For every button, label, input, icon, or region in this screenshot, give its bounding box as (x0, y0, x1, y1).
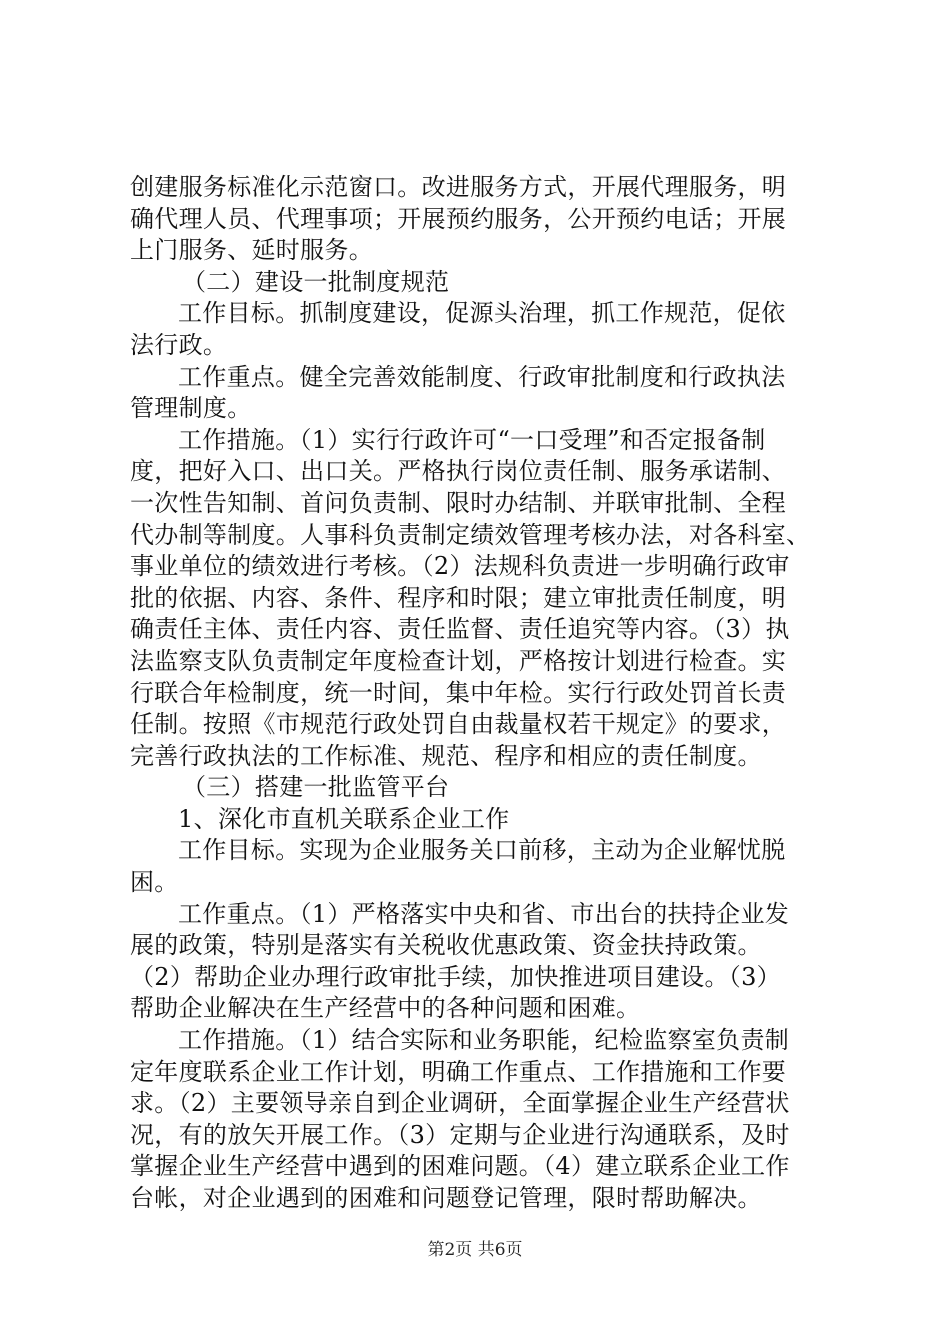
text-line: 工作重点。（1）严格落实中央和省、市出台的扶持企业发 (178, 899, 790, 928)
text-line: 创建服务标准化示范窗口。改进服务方式，开展代理服务，明 (130, 173, 787, 201)
text-line: 批的依据、内容、条件、程序和时限；建立审批责任制度，明 (130, 583, 787, 612)
text-line: 掌握企业生产经营中遇到的困难问题。（4）建立联系企业工作 (130, 1152, 790, 1181)
page-footer (0, 1238, 950, 1262)
text-line: 一次性告知制、首问负责制、限时办结制、并联审批制、全程 (130, 488, 787, 517)
text-line: 工作目标。实现为企业服务关口前移，主动为企业解忧脱 (178, 836, 786, 865)
subsection-heading-1: 1、深化市直机关联系企业工作 (178, 804, 510, 833)
text-line: 度，把好入口、出口关。严格执行岗位责任制、服务承诺制、 (130, 457, 787, 486)
text-line: 任制。按照《市规范行政处罚自由裁量权若干规定》的要求， (130, 710, 787, 739)
text-line: 事业单位的绩效进行考核。（2）法规科负责进一步明确行政审 (130, 552, 790, 581)
text-line: 管理制度。 (130, 394, 252, 423)
text-line: 定年度联系企业工作计划，明确工作重点、工作措施和工作要 (130, 1057, 787, 1086)
page-number-label: 第2页 共6页 (427, 1240, 523, 1260)
section-heading-3: （三）搭建一批监管平台 (182, 773, 450, 802)
text-line: 况，有的放矢开展工作。（3）定期与企业进行沟通联系，及时 (130, 1120, 790, 1149)
text-line: 困。 (130, 868, 179, 897)
text-line: 法监察支队负责制定年度检查计划，严格按计划进行检查。实 (130, 646, 787, 675)
text-line: 展的政策，特别是落实有关税收优惠政策、资金扶持政策。 (130, 931, 762, 960)
text-line: 求。（2）主要领导亲自到企业调研，全面掌握企业生产经营状 (130, 1089, 790, 1118)
text-line: 确代理人员、代理事项；开展预约服务，公开预约电话；开展 (130, 204, 787, 233)
text-line: 法行政。 (130, 330, 228, 359)
text-line: 工作措施。（1）结合实际和业务职能，纪检监察室负责制 (178, 1026, 790, 1055)
text-line: 行联合年检制度，统一时间，集中年检。实行行政处罚首长责 (130, 678, 787, 707)
text-line: 台帐，对企业遇到的困难和问题登记管理，限时帮助解决。 (130, 1184, 762, 1212)
text-line: 完善行政执法的工作标准、规范、程序和相应的责任制度。 (130, 741, 762, 770)
text-line: 帮助企业解决在生产经营中的各种问题和困难。 (130, 994, 641, 1023)
text-line: （2）帮助企业办理行政审批手续，加快推进项目建设。（3） (130, 962, 781, 991)
text-line: 工作措施。（1）实行行政许可“一口受理”和否定报备制 (178, 425, 766, 454)
section-heading-2: （二）建设一批制度规范 (182, 267, 450, 296)
text-line: 代办制等制度。人事科负责制定绩效管理考核办法，对各科室、 (130, 520, 811, 549)
text-line: 工作重点。健全完善效能制度、行政审批制度和行政执法 (178, 362, 786, 391)
text-line: 确责任主体、责任内容、责任监督、责任追究等内容。（3）执 (130, 615, 790, 644)
document-body (130, 172, 830, 1215)
text-line: 工作目标。抓制度建设，促源头治理，抓工作规范，促依 (178, 299, 786, 328)
text-line: 上门服务、延时服务。 (130, 236, 373, 265)
